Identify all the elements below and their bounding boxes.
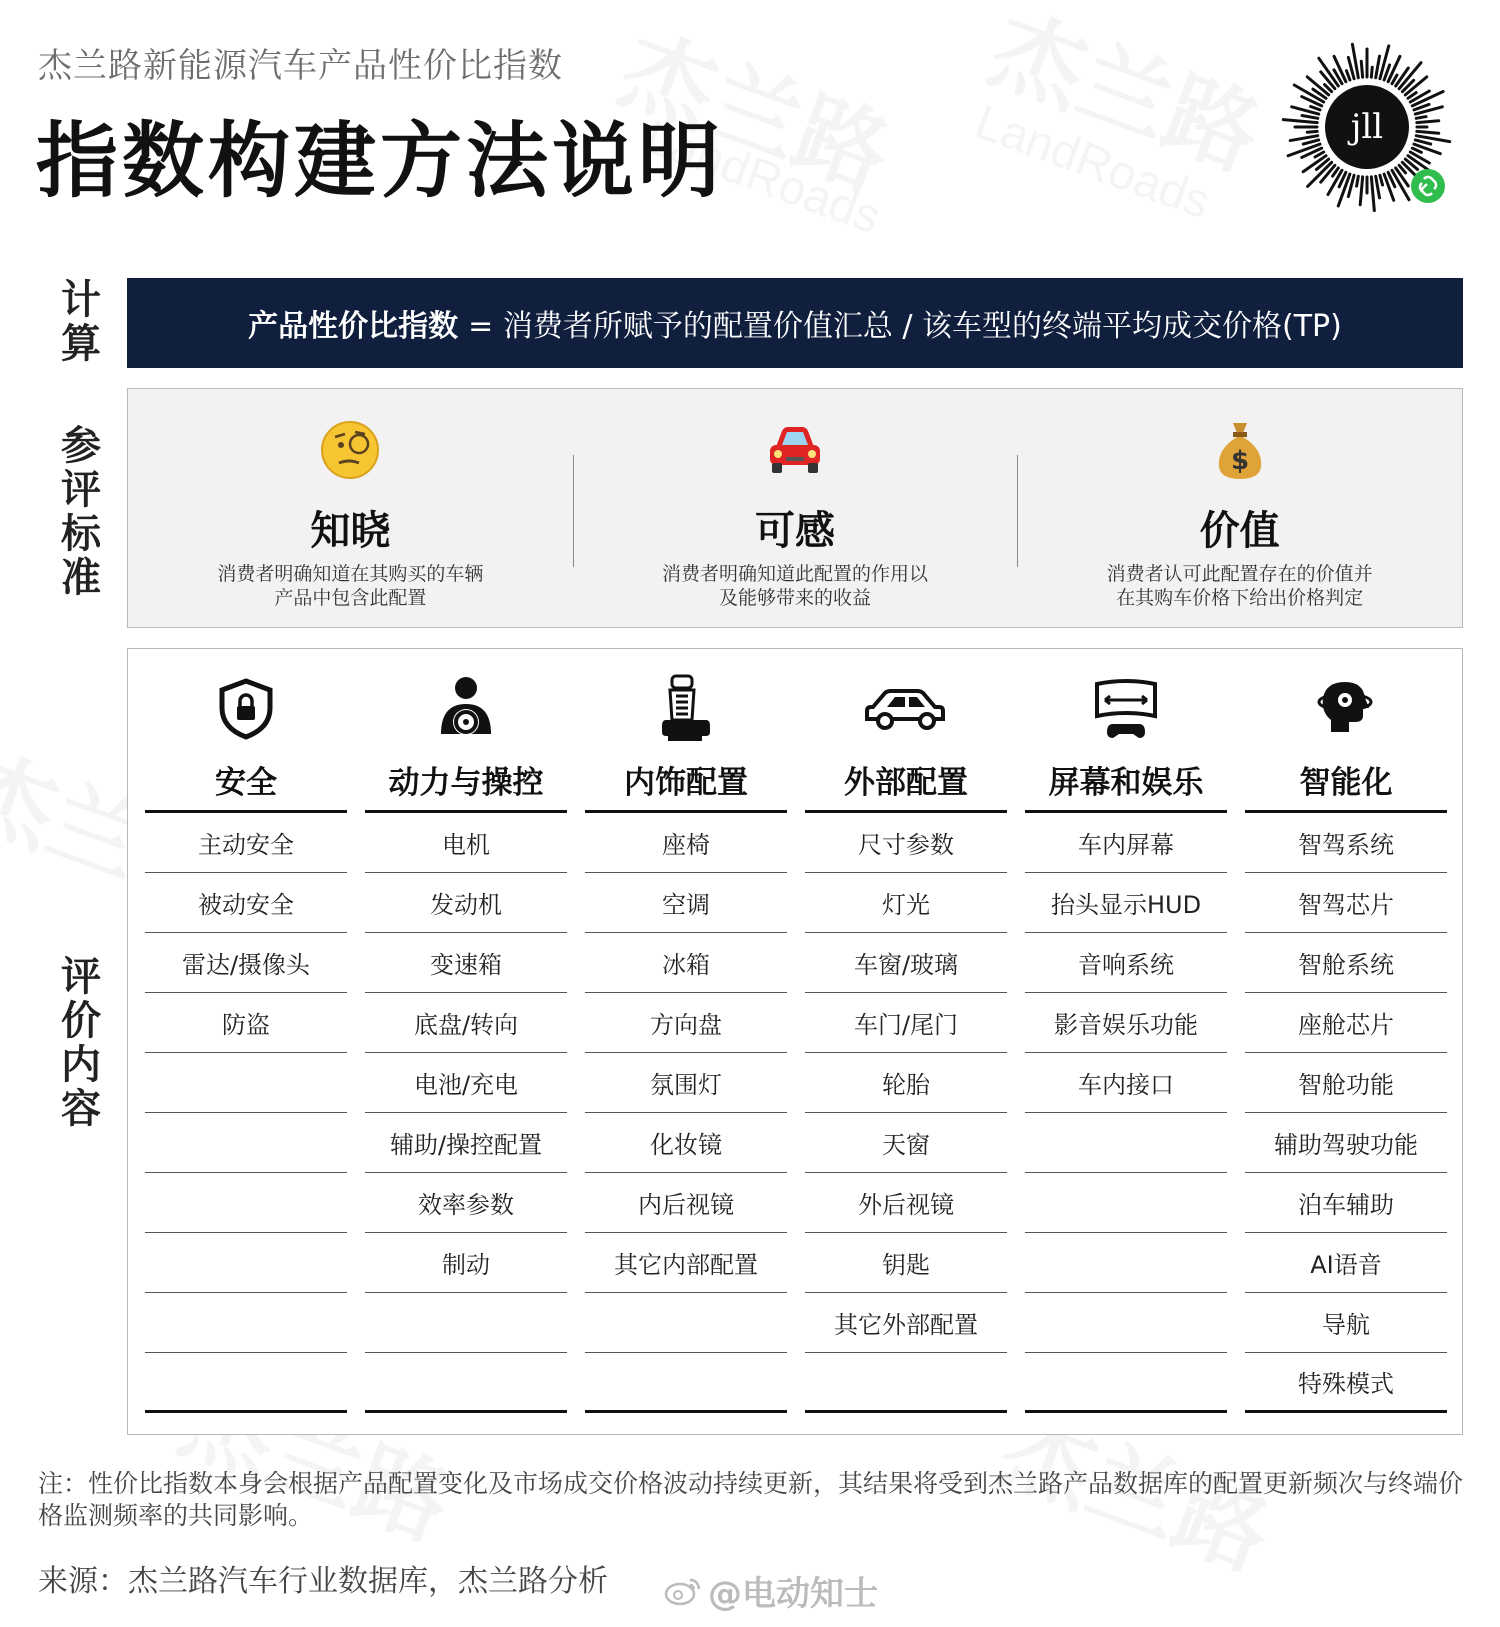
category-item [365, 1353, 567, 1413]
category-item: 主动安全 [145, 813, 347, 873]
category-item: 智舱功能 [1245, 1053, 1447, 1113]
category-item: 智舱系统 [1245, 933, 1447, 993]
side-label-calc: 计 算 [61, 277, 101, 367]
formula-bar [127, 278, 1463, 368]
category-item: 氛围灯 [585, 1053, 787, 1113]
red-car-icon [762, 417, 828, 483]
mini-program-qr-code[interactable] [1278, 38, 1456, 216]
category-item: 制动 [365, 1233, 567, 1293]
category-item: 智驾系统 [1245, 813, 1447, 873]
category-title: 外部配置 [805, 749, 1007, 813]
category-item: AI语音 [1245, 1233, 1447, 1293]
criteria-desc: 消费者明确知道此配置的作用以 及能够带来的收益 [662, 563, 929, 609]
category-item: 电机 [365, 813, 567, 873]
criteria-value [1017, 389, 1462, 627]
category-item [365, 1293, 567, 1353]
category-item: 方向盘 [585, 993, 787, 1053]
category-item: 轮胎 [805, 1053, 1007, 1113]
car-seat-icon [585, 669, 787, 749]
category-item [145, 1053, 347, 1113]
money-bag-icon [1207, 417, 1273, 483]
category-column [1025, 669, 1227, 1413]
category-item: 冰箱 [585, 933, 787, 993]
watermark [976, 0, 1281, 195]
car-exterior-icon [805, 669, 1007, 749]
watermark [968, 95, 1218, 231]
category-title: 智能化 [1245, 749, 1447, 813]
source-line: 来源：杰兰路汽车行业数据库，杰兰路分析 [38, 1564, 608, 1599]
category-item: 车内接口 [1025, 1053, 1227, 1113]
category-column [1245, 669, 1447, 1413]
category-item [805, 1353, 1007, 1413]
category-item: 外后视镜 [805, 1173, 1007, 1233]
formula-term: 产品性价比指数 [248, 309, 459, 344]
category-item: 座椅 [585, 813, 787, 873]
criteria-title: 可感 [755, 508, 835, 554]
category-item: 特殊模式 [1245, 1353, 1447, 1413]
category-item: 电池/充电 [365, 1053, 567, 1113]
category-item [585, 1293, 787, 1353]
category-item [145, 1293, 347, 1353]
category-title: 内饰配置 [585, 749, 787, 813]
side-label-content: 评 价 内 容 [61, 954, 101, 1132]
category-item [145, 1353, 347, 1413]
category-item [1025, 1113, 1227, 1173]
category-title: 屏幕和娱乐 [1025, 749, 1227, 813]
criteria-title: 知晓 [310, 508, 391, 554]
side-label-criteria: 参 评 标 准 [61, 423, 101, 601]
category-item: 内后视镜 [585, 1173, 787, 1233]
category-item [145, 1233, 347, 1293]
category-column [805, 669, 1007, 1413]
category-item: 车窗/玻璃 [805, 933, 1007, 993]
category-item: 智驾芯片 [1245, 873, 1447, 933]
page-title: 指数构建方法说明 [36, 114, 725, 209]
category-item: 车门/尾门 [805, 993, 1007, 1053]
weibo-icon [664, 1576, 702, 1606]
criteria-panel [127, 388, 1463, 628]
page-subtitle: 杰兰路新能源汽车产品性价比指数 [38, 46, 563, 86]
category-item: 车内屏幕 [1025, 813, 1227, 873]
category-title: 安全 [145, 749, 347, 813]
category-item: 防盗 [145, 993, 347, 1053]
category-item: 变速箱 [365, 933, 567, 993]
category-item: 被动安全 [145, 873, 347, 933]
category-item: 音响系统 [1025, 933, 1227, 993]
category-item: 灯光 [805, 873, 1007, 933]
formula-definition: = 消费者所赋予的配置价值汇总 / 该车型的终端平均成交价格(TP) [468, 309, 1342, 344]
category-item: 钥匙 [805, 1233, 1007, 1293]
category-column [365, 669, 567, 1413]
category-item: 底盘/转向 [365, 993, 567, 1053]
category-column [145, 669, 347, 1413]
category-item: 发动机 [365, 873, 567, 933]
category-item: 辅助驾驶功能 [1245, 1113, 1447, 1173]
weibo-watermark: @电动知士 [664, 1566, 878, 1615]
category-item [145, 1173, 347, 1233]
driver-steering-icon [365, 669, 567, 749]
category-item: 抬头显示HUD [1025, 873, 1227, 933]
category-item [145, 1113, 347, 1173]
criteria-awareness [128, 389, 573, 627]
category-item [585, 1353, 787, 1413]
criteria-perceivable [573, 389, 1018, 627]
svg-text:$: $ [1230, 446, 1249, 476]
category-item: 空调 [585, 873, 787, 933]
footnote: 注：性价比指数本身会根据产品配置变化及市场成交价格波动持续更新，其结果将受到杰兰路产品数据库的配置更新频次与终端价格监测频率的共同影响。 [38, 1469, 1464, 1530]
shield-lock-icon [145, 669, 347, 749]
category-title: 动力与操控 [365, 749, 567, 813]
category-item: 泊车辅助 [1245, 1173, 1447, 1233]
category-item: 尺寸参数 [805, 813, 1007, 873]
category-item [1025, 1233, 1227, 1293]
category-item: 座舱芯片 [1245, 993, 1447, 1053]
category-item: 化妆镜 [585, 1113, 787, 1173]
evaluation-table [127, 648, 1463, 1435]
category-item: 天窗 [805, 1113, 1007, 1173]
criteria-desc: 消费者明确知道在其购买的车辆 产品中包含此配置 [217, 563, 484, 609]
category-item: 雷达/摄像头 [145, 933, 347, 993]
category-item: 影音娱乐功能 [1025, 993, 1227, 1053]
category-item: 其它外部配置 [805, 1293, 1007, 1353]
category-item: 辅助/操控配置 [365, 1113, 567, 1173]
criteria-desc: 消费者认可此配置存在的价值并 在其购车价格下给出价格判定 [1106, 563, 1373, 609]
ai-head-icon [1245, 669, 1447, 749]
category-column [585, 669, 787, 1413]
qr-logo: jll [1350, 107, 1384, 147]
thinking-face-icon [317, 417, 383, 483]
screen-gamepad-icon [1025, 669, 1227, 749]
category-item: 其它内部配置 [585, 1233, 787, 1293]
category-item [1025, 1293, 1227, 1353]
category-item: 效率参数 [365, 1173, 567, 1233]
category-item: 导航 [1245, 1293, 1447, 1353]
criteria-title: 价值 [1199, 508, 1280, 554]
category-item [1025, 1353, 1227, 1413]
category-item [1025, 1173, 1227, 1233]
